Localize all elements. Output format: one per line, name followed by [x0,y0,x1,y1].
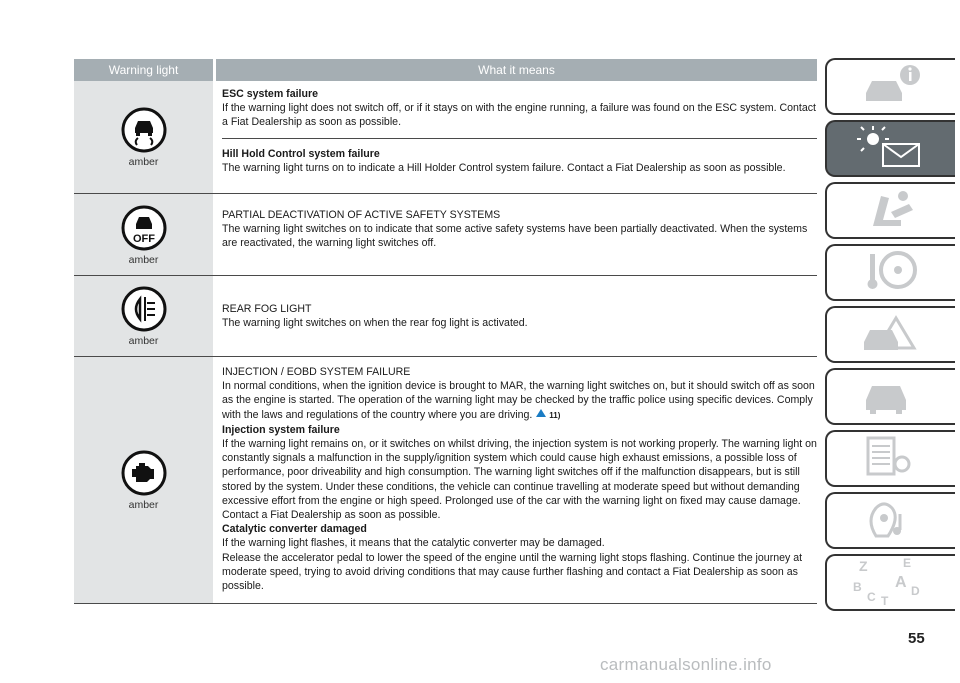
seat-airbag-icon [861,186,921,235]
table-header [74,59,817,81]
warning-light-cell [74,276,213,356]
color-label: amber [128,253,159,266]
svg-text:Z: Z [859,558,868,574]
entry-title: INJECTION / EOBD SYSTEM FAILURE [222,366,411,379]
entry [222,85,817,138]
color-label: amber [128,499,159,512]
meaning-cell [213,81,817,193]
warning-light-cell [74,194,213,275]
entry [222,138,817,183]
color-label: amber [128,156,159,168]
esc-off-icon [120,204,168,252]
off-text: OFF [132,232,155,245]
warning-lights-tab[interactable] [825,120,955,177]
warning-light-cell [74,81,213,193]
meaning-cell [213,194,817,275]
index-tab[interactable] [825,554,955,611]
car-info-icon [856,63,926,110]
engine-check-icon [120,449,168,497]
index-icon [851,555,931,610]
rear-fog-light-icon [120,285,168,333]
entry-title: PARTIAL DEACTIVATION OF ACTIVE SAFETY SYSTEMS [222,209,501,222]
table-row [74,357,817,604]
maintenance-tab[interactable] [825,368,955,425]
svg-text:T: T [881,594,889,605]
svg-text:C: C [867,590,876,604]
warning-light-message-icon [851,124,931,173]
car-emergency-icon [856,310,926,359]
svg-text:A: A [895,574,907,591]
entry-text: The warning light switches on to indicate that some active safety systems have been partially deactivated. When the systems are reactivated, the warning light switches off. [222,223,808,250]
table-row [74,276,817,357]
entry-text: The warning light switches on when the rear fog light is activated. [222,317,528,330]
warning-light-table [74,59,817,604]
entry-title: Hill Hold Control system failure [222,147,380,160]
emergency-tab[interactable] [825,306,955,363]
page-number: 55 [908,630,925,647]
car-info-tab[interactable] [825,58,955,115]
table-row [74,81,817,194]
note-icon [535,409,549,421]
header-what-it-means: What it means [216,59,817,81]
safety-tab[interactable] [825,182,955,239]
entry-text: If the warning light does not switch off, or if it stays on with the engine running, a failure was found on the ESC system. Contact a Fiat Dealership as soon as possible. [222,102,816,129]
header-warning-light: Warning light [74,59,213,81]
note-ref: 11) [549,410,561,420]
starting-driving-tab[interactable] [825,244,955,301]
multimedia-icon [856,496,926,545]
entry-text: The warning light turns on to indicate a Hill Holder Control system failure. Contact a Fiat Dealership as soon as possible. [222,161,786,174]
entry-text: In normal conditions, when the ignition device is brought to MAR, the warning light switches on, but it should switch off as soon as the engine is started. The operation of the warning light may be checked by the traffic police using specific devices. Comply with the laws and regulations of the country where you are driving. [222,380,815,421]
entry-title: Catalytic converter damaged [222,523,367,536]
color-label: amber [128,335,159,348]
technical-data-icon [856,434,926,483]
entry-title: REAR FOG LIGHT [222,303,312,316]
esc-icon [120,106,168,154]
entry-text: Release the accelerator pedal to lower the speed of the engine until the warning light stops flashing. Continue the journey at moderate speed, trying to avoid driving conditions that may cause further flashing and contact a Fiat Dealership as soon as possible. [222,551,803,593]
svg-text:D: D [911,584,920,598]
steering-key-icon [856,248,926,297]
multimedia-tab[interactable] [825,492,955,549]
meaning-cell [213,357,817,603]
chapter-sidebar [825,58,955,616]
entry-text: If the warning light flashes, it means that the catalytic converter may be damaged. [222,537,605,550]
entry-title: Injection system failure [222,423,340,436]
meaning-cell [213,276,817,356]
svg-text:E: E [903,556,912,570]
entry-text: If the warning light remains on, or it switches on whilst driving, the injection system is not working properly. The warning light on constantly signals a malfunction in the supply/ignition system which could cause high exhaust emissions, a possible loss of performance, poor driveability and high consumption. The warning light switches off if the malfunction disappears, but is still stored by the system. Under these conditions, the vehicle can continue travelling at moderate speed but without demanding excessive effort from the engine or high speed. Prolonged use of the car with the warning light on fixed may cause damage. Contact a Fiat Dealership as soon as possible. [222,438,817,522]
watermark: carmanualsonline.info [600,655,772,674]
technical-data-tab[interactable] [825,430,955,487]
car-maintenance-icon [856,372,926,421]
warning-light-cell [74,357,213,603]
entry-title: ESC system failure [222,88,318,100]
table-row [74,194,817,276]
svg-text:B: B [853,580,862,594]
